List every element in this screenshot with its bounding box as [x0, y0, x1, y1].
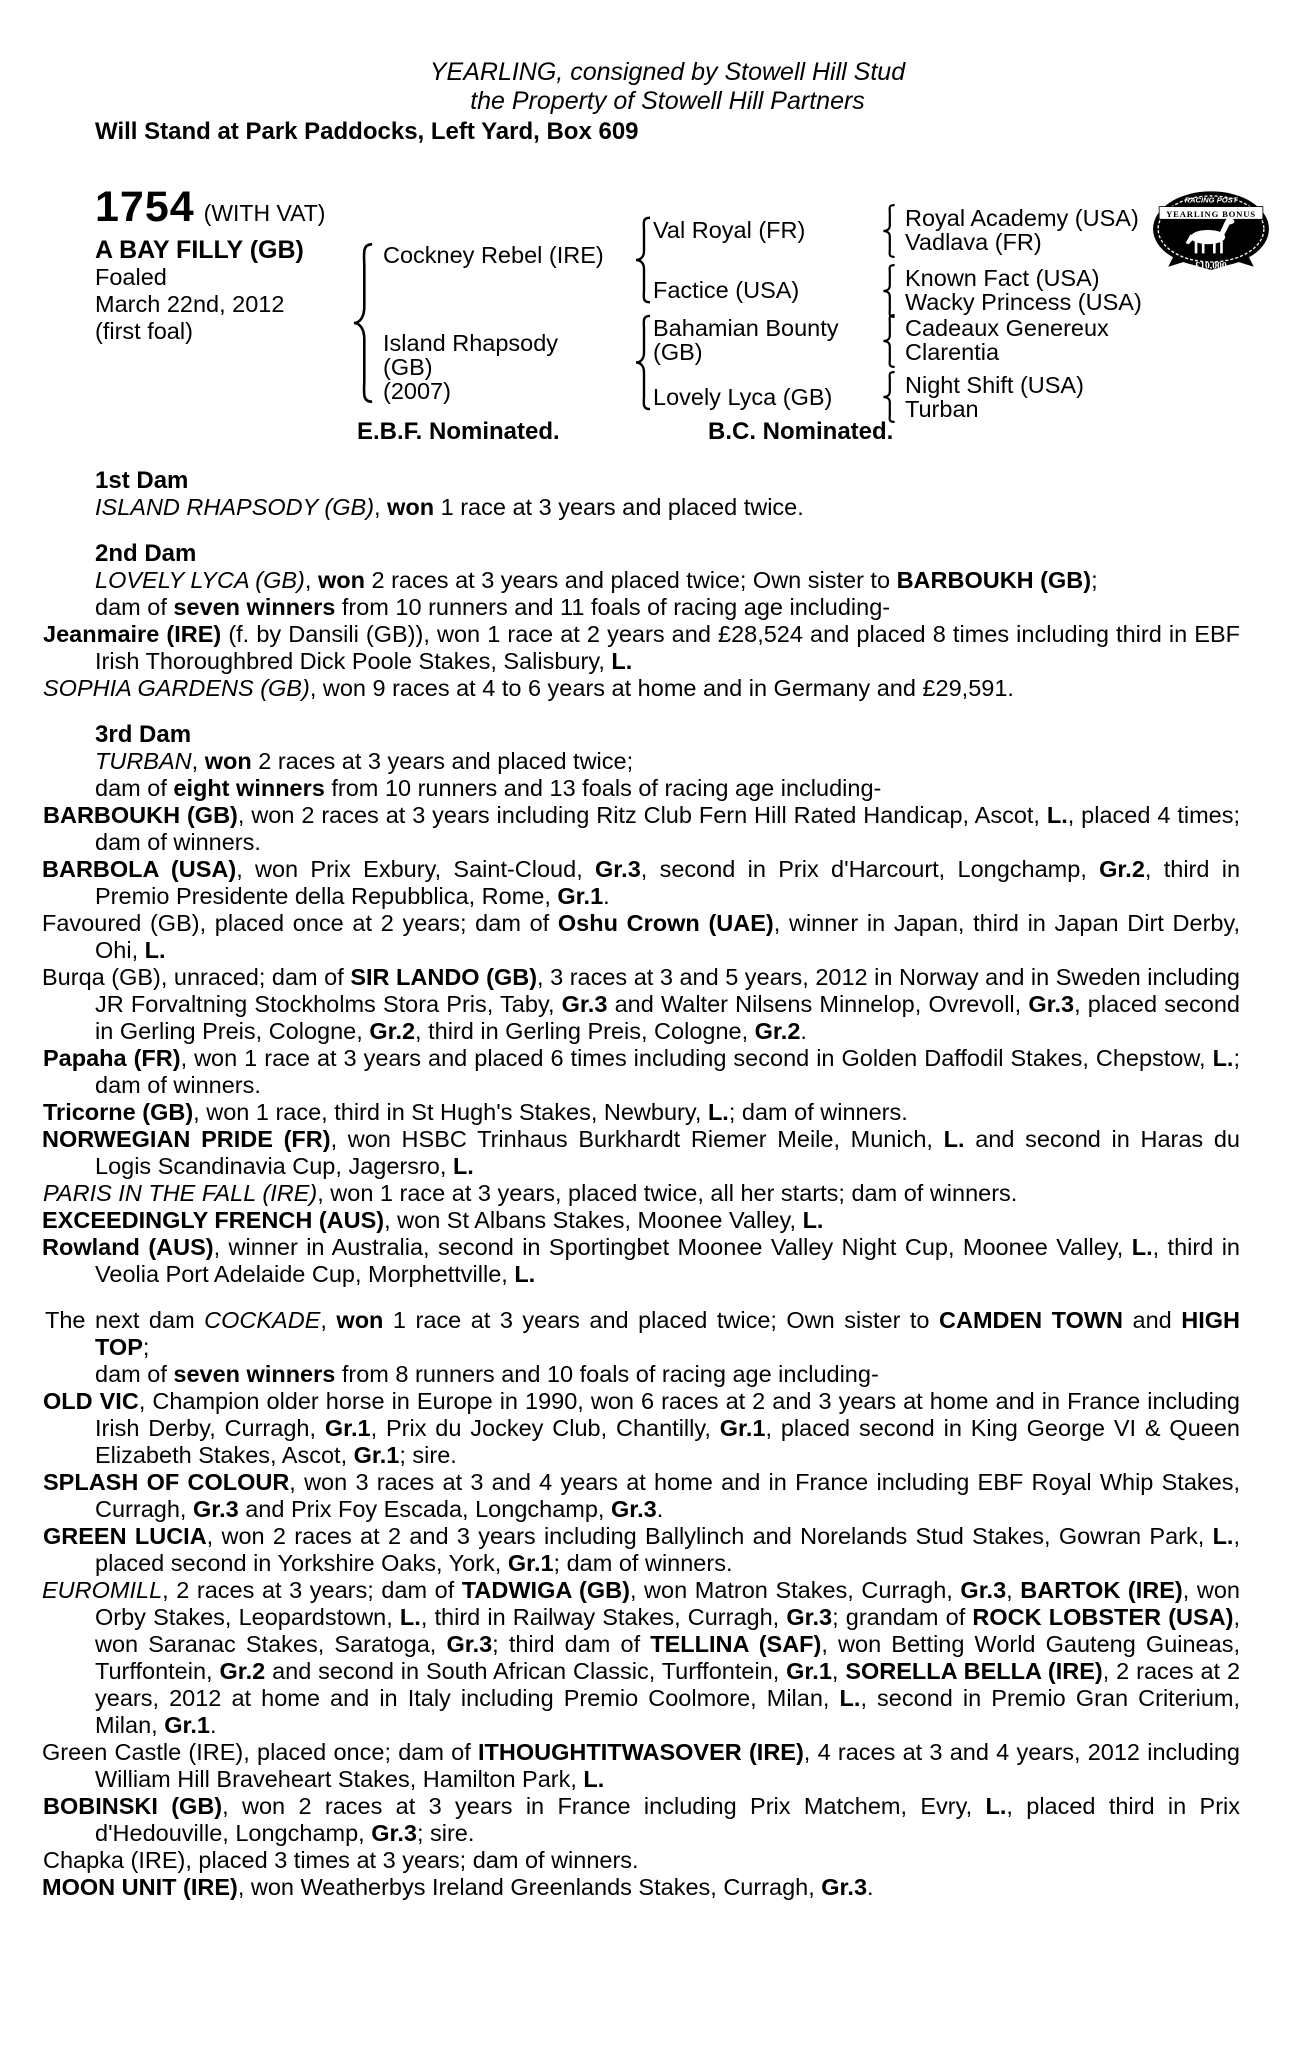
text-run: L. — [399, 1604, 421, 1630]
text-run: , won 1 race at 3 years, placed twice, all her starts; dam of winners. — [317, 1180, 1018, 1206]
text-run: , third in Gerling Preis, Cologne, — [415, 1018, 755, 1044]
text-run: Oshu Crown (UAE) — [557, 910, 774, 936]
text-run: , — [1006, 1577, 1021, 1603]
text-run: , won 1 race, third in St Hugh's Stakes, Newbury, — [193, 1099, 708, 1125]
pedigree-brace-main — [350, 241, 376, 405]
text-run: SOPHIA GARDENS (GB) — [43, 675, 310, 701]
catalog-paragraph — [43, 1388, 1240, 1469]
text-run: HIGH TOP — [95, 1307, 1241, 1360]
dam-section — [43, 540, 1240, 702]
text-run: Favoured (GB), placed once at 2 years; dam of — [42, 910, 558, 936]
text-run: L. — [1212, 1523, 1234, 1549]
catalog-paragraph — [95, 775, 1240, 802]
text-run: NORWEGIAN PRIDE (FR) — [42, 1126, 331, 1152]
text-run: , second in Prix d'Harcourt, Longchamp, — [640, 856, 1100, 882]
pedigree-g3-3: Known Fact (USA) — [905, 265, 1100, 291]
catalog-paragraph — [43, 1099, 1240, 1126]
text-run: , winner in Japan, third in Japan Dirt Derby, Ohi, — [95, 910, 1241, 963]
text-run: Gr.1 — [507, 1550, 554, 1576]
text-run: , winner in Australia, second in Sportingbet Moonee Valley Night Cup, Moonee Valley, — [213, 1234, 1132, 1260]
badge-brand-text: RACING POST — [1184, 195, 1238, 205]
text-run: PARIS IN THE FALL (IRE) — [43, 1180, 318, 1206]
catalog-paragraph — [43, 1523, 1240, 1577]
text-run: Gr.3 — [786, 1604, 833, 1630]
pedigree-dam-line3: (2007) — [383, 378, 451, 404]
catalog-paragraph — [42, 1234, 1240, 1288]
text-run: L. — [943, 1126, 965, 1152]
text-run: Gr.3 — [960, 1577, 1007, 1603]
text-run: , — [320, 1307, 337, 1333]
text-run: Gr.2 — [754, 1018, 801, 1044]
vat-note: (WITH VAT) — [203, 200, 326, 226]
pedigree-g3-4: Wacky Princess (USA) — [905, 289, 1142, 315]
text-run: , third in Premio Presidente della Repubblica, Rome, — [95, 856, 1241, 909]
text-run: TADWIGA (GB) — [461, 1577, 630, 1603]
catalog-paragraph — [43, 1180, 1240, 1207]
text-run: MOON UNIT (IRE) — [42, 1874, 238, 1900]
text-run: CAMDEN TOWN — [939, 1307, 1124, 1333]
text-run: BARBOUKH (GB) — [896, 567, 1092, 593]
text-run: ; sire. — [416, 1820, 475, 1846]
text-run: , Champion older horse in Europe in 1990, won 6 races at 2 and 3 years at home and in France including Irish Derby, Curragh, — [95, 1388, 1240, 1441]
badge-title-text: YEARLING BONUS — [1166, 208, 1256, 219]
text-run: , won 2 races at 3 years in France including Prix Matchem, Evry, — [222, 1793, 986, 1819]
foaled-date: March 22nd, 2012 — [95, 291, 285, 317]
text-run: Gr.1 — [719, 1415, 766, 1441]
text-run: 2 races at 3 years and placed twice; Own sister to — [364, 567, 897, 593]
lot-description: A BAY FILLY (GB) — [95, 236, 304, 264]
text-run: Gr.3 — [1028, 991, 1075, 1017]
text-run: dam of — [95, 1361, 174, 1387]
text-run: SIR LANDO (GB) — [350, 964, 538, 990]
text-run: , — [304, 567, 318, 593]
text-run: L. — [583, 1766, 605, 1792]
pedigree-dam-sire-line1: Bahamian Bounty — [653, 315, 839, 341]
text-run: , 2 races at 3 years; dam of — [162, 1577, 462, 1603]
text-run: , won Saranac Stakes, Saratoga, — [95, 1604, 1240, 1657]
text-run: Gr.3 — [561, 991, 608, 1017]
text-run: won — [336, 1307, 384, 1333]
text-run: , won St Albans Stakes, Moonee Valley, — [384, 1207, 803, 1233]
text-run: eight winners — [173, 775, 325, 801]
pedigree-dam-dam: Lovely Lyca (GB) — [653, 384, 833, 410]
ebf-nomination: E.B.F. Nominated. — [357, 418, 560, 445]
text-run: . — [867, 1874, 874, 1900]
catalog-paragraph — [42, 1874, 1240, 1901]
text-run: , won 1 race at 3 years and placed 6 times including second in Golden Daffodil Stakes, Chepstow, — [180, 1045, 1213, 1071]
text-run: ; sire. — [399, 1442, 457, 1468]
text-run: Gr.1 — [324, 1415, 371, 1441]
text-run: Gr.1 — [786, 1658, 832, 1684]
text-run: , placed 4 times; dam of winners. — [95, 802, 1240, 855]
text-run: from 10 runners and 13 foals of racing age including- — [324, 775, 882, 801]
text-run: , won Matron Stakes, Curragh, — [629, 1577, 961, 1603]
pedigree-g3-6: Clarentia — [905, 339, 1000, 365]
dam-section — [42, 721, 1241, 1288]
text-run: ; third dam of — [492, 1631, 651, 1657]
text-run: Green Castle (IRE), placed once; dam of — [42, 1739, 478, 1765]
pedigree-g3-7: Night Shift (USA) — [905, 372, 1084, 398]
text-run: 1 race at 3 years and placed twice; Own sister to — [383, 1307, 940, 1333]
text-run: , Prix du Jockey Club, Chantilly, — [370, 1415, 720, 1441]
text-run: ; — [1091, 567, 1098, 593]
catalog-body — [42, 467, 1241, 1901]
text-run: , placed second in Gerling Preis, Cologne, — [95, 991, 1240, 1044]
text-run: . — [800, 1018, 807, 1044]
text-run: (f. by Dansili (GB)), won 1 race at 2 years and £28,524 and placed 8 times including third in EBF Irish Thoroughbred Dick Poole Stakes, Salisbury, — [95, 621, 1240, 674]
foal-note: (first foal) — [95, 318, 193, 344]
text-run: and second in Haras du Logis Scandinavia Cup, Jagersro, — [95, 1126, 1240, 1179]
text-run: L. — [1046, 802, 1068, 828]
text-run: SORELLA BELLA (IRE) — [845, 1658, 1103, 1684]
text-run: L. — [839, 1685, 861, 1711]
consignor-line: YEARLING, consigned by Stowell Hill Stud — [429, 58, 906, 86]
pedigree-dam-sire-line2: (GB) — [653, 339, 703, 365]
text-run: ROCK LOBSTER (USA) — [972, 1604, 1234, 1630]
catalog-paragraph — [42, 1577, 1241, 1739]
text-run: , third in Railway Stakes, Curragh, — [420, 1604, 787, 1630]
text-run: , won Weatherbys Ireland Greenlands Stakes, Curragh, — [237, 1874, 822, 1900]
pedigree-g3-2: Vadlava (FR) — [905, 229, 1042, 255]
catalog-paragraph — [95, 494, 1240, 521]
text-run: L. — [707, 1099, 729, 1125]
text-run: , 3 races at 3 and 5 years, 2012 in Norway and in Sweden including JR Forvaltning Stockholms Stora Pris, Taby, — [95, 964, 1240, 1017]
text-run: ; — [142, 1334, 150, 1360]
property-line: the Property of Stowell Hill Partners — [470, 87, 865, 115]
text-run: Gr.1 — [353, 1442, 400, 1468]
text-run: , won Orby Stakes, Leopardstown, — [95, 1577, 1240, 1630]
text-run: , 2 races at 2 years, 2012 at home and in Italy including Premio Coolmore, Milan, — [95, 1658, 1241, 1711]
text-run: Burqa (GB), unraced; dam of — [42, 964, 351, 990]
text-run: BARTOK (IRE) — [1020, 1577, 1183, 1603]
foaled-label: Foaled — [95, 264, 167, 290]
pedigree-dam-line2: (GB) — [383, 354, 433, 380]
text-run: won — [387, 494, 435, 520]
text-run: GREEN LUCIA — [43, 1523, 207, 1549]
pedigree-g3-1: Royal Academy (USA) — [905, 205, 1139, 231]
text-run: BARBOUKH (GB) — [43, 802, 238, 828]
text-run: Gr.3 — [611, 1496, 657, 1522]
catalog-paragraph — [42, 1207, 1240, 1234]
pedigree-g3-5: Cadeaux Genereux — [905, 315, 1109, 341]
lot-info — [95, 183, 326, 345]
bc-nomination: B.C. Nominated. — [708, 418, 894, 445]
text-run: Gr.1 — [164, 1712, 210, 1738]
lot-number-line — [95, 183, 326, 231]
text-run: , won HSBC Trinhaus Burkhardt Riemer Meile, Munich, — [330, 1126, 944, 1152]
catalog-paragraph — [95, 1361, 1240, 1388]
text-run: won — [317, 567, 365, 593]
catalog-paragraph — [95, 567, 1240, 594]
text-run: . — [603, 883, 610, 909]
text-run: Jeanmaire (IRE) — [43, 621, 222, 647]
text-run: , — [374, 494, 388, 520]
text-run: L. — [514, 1261, 536, 1287]
text-run: L. — [985, 1793, 1007, 1819]
pedigree-brace-gen3-4 — [881, 371, 897, 423]
text-run: . — [209, 1712, 217, 1738]
text-run: L. — [1212, 1045, 1234, 1071]
text-run: EXCEEDINGLY FRENCH (AUS) — [42, 1207, 385, 1233]
text-run: L. — [1131, 1234, 1153, 1260]
pedigree-g3-8: Turban — [905, 396, 979, 422]
text-run: Gr.3 — [821, 1874, 868, 1900]
catalog-paragraph — [43, 1469, 1240, 1523]
dam-section-heading: 1st Dam — [95, 467, 189, 494]
dam-section — [42, 1307, 1241, 1901]
text-run: TELLINA (SAF) — [650, 1631, 822, 1657]
catalog-paragraph — [42, 1739, 1240, 1793]
text-run: seven winners — [173, 594, 336, 620]
pedigree-sire: Cockney Rebel (IRE) — [383, 242, 604, 268]
text-run: dam of — [95, 594, 174, 620]
text-run: L. — [802, 1207, 824, 1233]
text-run: 2 races at 3 years and placed twice; — [251, 748, 634, 774]
catalog-paragraph — [42, 1126, 1240, 1180]
text-run: won — [204, 748, 252, 774]
text-run: , — [191, 748, 205, 774]
text-run: EUROMILL — [42, 1577, 163, 1603]
text-run: ISLAND RHAPSODY (GB) — [95, 494, 375, 520]
pedigree-brace-gen3-2 — [881, 264, 897, 318]
text-run: from 8 runners and 10 foals of racing age including- — [335, 1361, 879, 1387]
pedigree-brace-gen3-1 — [881, 204, 897, 258]
text-run: . — [656, 1496, 664, 1522]
text-run: COCKADE — [204, 1307, 321, 1333]
catalog-paragraph — [45, 1307, 1241, 1361]
text-run: L. — [611, 648, 633, 674]
text-run: , placed third in Prix d'Hedouville, Longchamp, — [95, 1793, 1240, 1846]
text-run: Gr.3 — [371, 1820, 417, 1846]
text-run: Gr.3 — [192, 1496, 239, 1522]
catalog-paragraph — [42, 964, 1240, 1045]
catalog-paragraph — [43, 1847, 1240, 1874]
dam-section-heading: 2nd Dam — [95, 540, 197, 567]
pedigree-brace-gen3-3 — [881, 314, 897, 368]
text-run: , won Betting World Gauteng Guineas, Turffontein, — [95, 1631, 1240, 1684]
text-run: Gr.3 — [446, 1631, 493, 1657]
catalog-paragraph — [43, 1045, 1240, 1099]
text-run: ; dam of winners. — [728, 1099, 908, 1125]
text-run: and Prix Foy Escada, Longchamp, — [238, 1496, 611, 1522]
text-run: TURBAN — [95, 748, 192, 774]
text-run: Rowland (AUS) — [42, 1234, 214, 1260]
pedigree-sire-sire: Val Royal (FR) — [653, 217, 806, 243]
text-run: ; dam of winners. — [95, 1045, 1240, 1098]
text-run: , third in Veolia Port Adelaide Cup, Morphettville, — [95, 1234, 1240, 1287]
pedigree-brace-dam — [633, 314, 653, 411]
catalog-paragraph — [43, 675, 1240, 702]
catalog-paragraph — [43, 621, 1240, 675]
text-run: , won 2 races at 3 years including Ritz Club Fern Hill Rated Handicap, Ascot, — [237, 802, 1047, 828]
text-run: Gr.2 — [219, 1658, 266, 1684]
text-run: BARBOLA (USA) — [42, 856, 237, 882]
text-run: , placed second in Yorkshire Oaks, York, — [95, 1523, 1240, 1576]
text-run: dam of — [95, 775, 174, 801]
text-run: 1 race at 3 years and placed twice. — [434, 494, 804, 520]
text-run: The next dam — [45, 1307, 205, 1333]
text-run: , — [831, 1658, 846, 1684]
text-run: L. — [452, 1153, 474, 1179]
catalog-paragraph — [95, 748, 1240, 775]
text-run: , won Prix Exbury, Saint-Cloud, — [236, 856, 596, 882]
pedigree-dam-line1: Island Rhapsody — [383, 330, 559, 356]
text-run: ; dam of winners. — [553, 1550, 733, 1576]
text-run: ; grandam of — [832, 1604, 973, 1630]
text-run: , placed second in King George VI & Queen Elizabeth Stakes, Ascot, — [95, 1415, 1240, 1468]
text-run: Gr.1 — [557, 883, 604, 909]
text-run: and — [1123, 1307, 1182, 1333]
text-run: Papaha (FR) — [43, 1045, 181, 1071]
catalog-paragraph — [95, 594, 1240, 621]
text-run: , 4 races at 3 and 4 years, 2012 including William Hill Braveheart Stakes, Hamilton Park, — [95, 1739, 1240, 1792]
text-run: OLD VIC — [43, 1388, 139, 1414]
text-run: Chapka (IRE), placed 3 times at 3 years; dam of winners. — [43, 1847, 639, 1873]
text-run: , second in Premio Gran Criterium, Milan, — [95, 1685, 1241, 1738]
pedigree-sire-dam: Factice (USA) — [653, 277, 800, 303]
text-run: , won 3 races at 3 and 4 years at home and in France including EBF Royal Whip Stakes, Curragh, — [95, 1469, 1240, 1522]
text-run: L. — [144, 937, 166, 963]
text-run: and second in South African Classic, Turffontein, — [265, 1658, 787, 1684]
dam-section — [95, 467, 1240, 521]
text-run: and Walter Nilsens Minnelop, Ovrevoll, — [607, 991, 1029, 1017]
catalog-paragraph — [43, 1793, 1240, 1847]
pedigree-brace-sire — [633, 216, 653, 304]
catalog-paragraph — [42, 856, 1241, 910]
catalog-paragraph — [42, 910, 1241, 964]
text-run: Gr.2 — [369, 1018, 416, 1044]
text-run: BOBINSKI (GB) — [43, 1793, 223, 1819]
lot-pedigree-block — [95, 160, 1240, 462]
text-run: SPLASH OF COLOUR — [43, 1469, 290, 1495]
text-run: LOVELY LYCA (GB) — [95, 567, 305, 593]
catalog-paragraph — [43, 802, 1240, 856]
text-run: Gr.3 — [595, 856, 641, 882]
text-run: , won 2 races at 2 and 3 years including Ballylinch and Norelands Stud Stakes, Gowran Park, — [206, 1523, 1213, 1549]
text-run: seven winners — [173, 1361, 336, 1387]
text-run: from 10 runners and 11 foals of racing age including- — [335, 594, 891, 620]
dam-section-heading: 3rd Dam — [95, 721, 192, 748]
text-run: , won 9 races at 4 to 6 years at home and in Germany and £29,591. — [309, 675, 1014, 701]
text-run: ITHOUGHTITWASOVER (IRE) — [478, 1739, 804, 1765]
lot-number: 1754 — [95, 183, 195, 231]
stand-location-line: Will Stand at Park Paddocks, Left Yard, Box 609 — [95, 118, 639, 145]
badge-amount-text: £10,000 — [1195, 260, 1227, 272]
text-run: Tricorne (GB) — [43, 1099, 194, 1125]
text-run: Gr.2 — [1099, 856, 1145, 882]
